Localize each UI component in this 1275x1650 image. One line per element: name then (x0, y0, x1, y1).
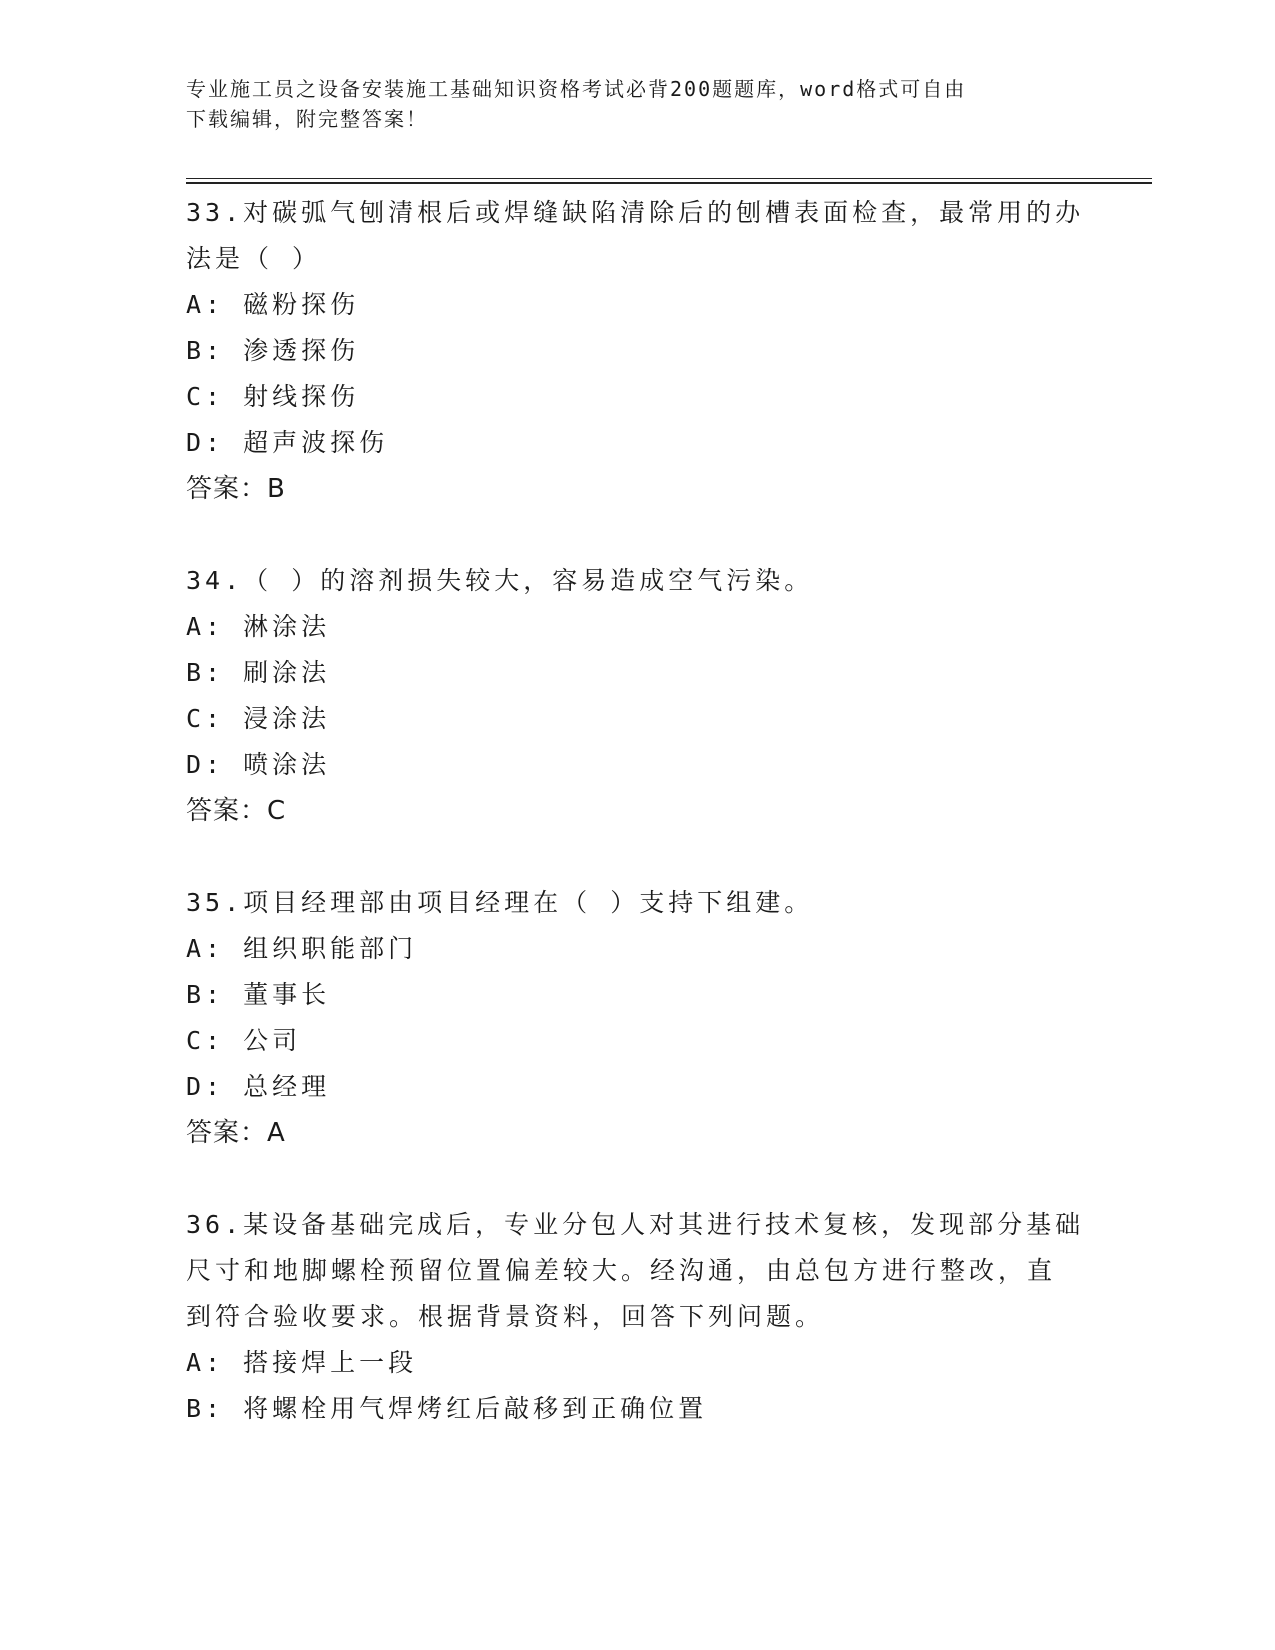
option-b: B: 渗透探伤 (186, 336, 360, 365)
question-text-line: 35.项目经理部由项目经理在（ ）支持下组建。 (186, 888, 814, 917)
option-c: C: 射线探伤 (186, 382, 360, 411)
option-b: B: 董事长 (186, 980, 331, 1009)
question-text-line: 33.对碳弧气刨清根后或焊缝缺陷清除后的刨槽表面检查，最常用的办 (186, 198, 1085, 227)
header-line-2: 下载编辑，附完整答案！ (186, 107, 428, 131)
option-d: D: 总经理 (186, 1072, 331, 1101)
option-d: D: 超声波探伤 (186, 428, 389, 457)
question-33 (186, 190, 1086, 512)
option-b: B: 将螺栓用气焊烤红后敲移到正确位置 (186, 1394, 708, 1423)
question-text-line: 尺寸和地脚螺栓预留位置偏差较大。经沟通，由总包方进行整改，直 (186, 1256, 1057, 1285)
question-list (186, 190, 1086, 1432)
option-b: B: 刷涂法 (186, 658, 331, 687)
question-35 (186, 880, 1086, 1156)
option-a: A: 磁粉探伤 (186, 290, 360, 319)
answer: 答案：A (186, 1118, 286, 1148)
answer: 答案：C (186, 796, 287, 826)
option-a: A: 搭接焊上一段 (186, 1348, 418, 1377)
header-divider-thick (186, 182, 1152, 184)
question-text-line: 34.（ ）的溶剂损失较大，容易造成空气污染。 (186, 566, 814, 595)
header-line-1: 专业施工员之设备安装施工基础知识资格考试必背200题题库，word格式可自由 (186, 77, 967, 101)
header-divider-thin (186, 178, 1152, 179)
option-a: A: 组织职能部门 (186, 934, 418, 963)
document-header (186, 74, 1086, 134)
option-c: C: 浸涂法 (186, 704, 331, 733)
option-a: A: 淋涂法 (186, 612, 331, 641)
answer: 答案：B (186, 474, 286, 504)
question-text-line: 36.某设备基础完成后，专业分包人对其进行技术复核，发现部分基础 (186, 1210, 1085, 1239)
question-text-line: 到符合验收要求。根据背景资料，回答下列问题。 (186, 1302, 825, 1331)
question-34 (186, 558, 1086, 834)
question-36 (186, 1202, 1086, 1432)
option-d: D: 喷涂法 (186, 750, 331, 779)
question-text-line: 法是（ ） (186, 244, 322, 273)
option-c: C: 公司 (186, 1026, 302, 1055)
